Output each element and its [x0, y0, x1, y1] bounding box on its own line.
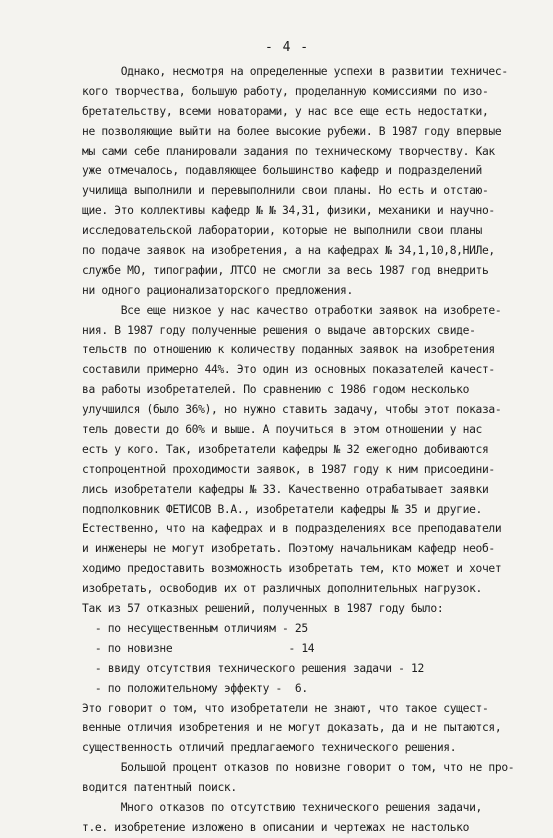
- text-line: Так из 57 отказных решений, полученных в 1987 году было:: [82, 602, 444, 616]
- page-number: - 4 -: [265, 40, 310, 55]
- text-line: существенность отличий предлагаемого технического решения.: [82, 741, 457, 755]
- document-body: [82, 62, 522, 838]
- paragraph: [82, 798, 522, 838]
- text-line: Все еще низкое у нас качество отработки заявок на изобрете-: [82, 303, 502, 317]
- paragraph: [82, 62, 522, 301]
- text-line: и инженеры не могут изобретать. Поэтому начальникам кафедр необ-: [82, 542, 495, 556]
- paragraph: [82, 758, 522, 798]
- text-line: уже отмечалось, подавляющее большинство кафедр и подразделений: [82, 164, 482, 178]
- text-line: подполковник ФЕТИСОВ В.А., изобретатели кафедры № 35 и другие.: [82, 502, 482, 516]
- text-line: щие. Это коллективы кафедр № № 34,31, физики, механики и научно-: [82, 204, 495, 218]
- text-line: - по новизне - 14: [82, 641, 315, 655]
- text-line: т.е. изобретение изложено в описании и чертежах не настолько: [82, 820, 470, 834]
- text-line: изобретать, освободив их от различных дополнительных нагрузок.: [82, 582, 482, 596]
- text-line: Много отказов по отсутствию технического решения задачи,: [82, 800, 482, 814]
- paragraph: [82, 301, 522, 758]
- text-line: - по положительному эффекту - 6.: [82, 681, 308, 695]
- text-line: мы сами себе планировали задания по техническому творчеству. Как: [82, 144, 495, 158]
- text-line: ва работы изобретателей. По сравнению с 1986 годом несколько: [82, 383, 470, 397]
- text-line: ния. В 1987 году полученные решения о выдаче авторских свиде-: [82, 323, 476, 337]
- text-line: стопроцентной проходимости заявок, в 1987 году к ним присоедини-: [82, 462, 495, 476]
- text-line: лись изобретатели кафедры № 33. Качественно отрабатывает заявки: [82, 482, 489, 496]
- text-line: улучшился (было 36%), но нужно ставить задачу, чтобы этот показа-: [82, 403, 502, 417]
- text-line: Однако, несмотря на определенные успехи в развитии техничес-: [82, 65, 508, 78]
- text-line: исследовательской лаборатории, которые не выполнили свои планы: [82, 224, 482, 238]
- text-line: службе МО, типографии, ЛТСО не смогли за весь 1987 год внедрить: [82, 263, 489, 277]
- text-line: училища выполнили и перевыполнили свои планы. Но есть и отстаю-: [82, 184, 489, 198]
- text-line: - ввиду отсутствия технического решения задачи - 12: [82, 661, 424, 675]
- text-line: венные отличия изобретения и не могут доказать, да и не пытаются,: [82, 721, 502, 735]
- text-line: составили примерно 44%. Это один из основных показателей качест-: [82, 363, 495, 377]
- text-line: бретательству, всеми новаторами, у нас все еще есть недостатки,: [82, 104, 489, 118]
- text-line: Большой процент отказов по новизне говорит о том, что не про-: [82, 761, 515, 775]
- text-line: - по несущественным отличиям - 25: [82, 621, 308, 635]
- text-line: есть у кого. Так, изобретатели кафедры № 32 ежегодно добиваются: [82, 442, 489, 456]
- text-line: по подаче заявок на изобретения, а на кафедрах № 34,1,10,8,НИЛе,: [82, 244, 495, 258]
- text-line: кого творчества, большую работу, проделанную комиссиями по изо-: [82, 84, 489, 98]
- text-line: тельств по отношению к количеству поданных заявок на изобретения: [82, 343, 495, 357]
- text-line: тель довести до 60% и выше. А поучиться в этом отношении у нас: [82, 423, 482, 437]
- text-line: ни одного рационализаторского предложения.: [82, 283, 353, 297]
- text-line: Это говорит о том, что изобретатели не знают, что такое сущест-: [82, 701, 489, 715]
- text-line: не позволяющие выйти на более высокие рубежи. В 1987 году впервые: [82, 124, 502, 138]
- text-line: Естественно, что на кафедрах и в подразделениях все преподаватели: [82, 522, 502, 536]
- text-line: водится патентный поиск.: [82, 781, 237, 795]
- text-line: ходимо предоставить возможность изобретать тем, кто может и хочет: [82, 562, 502, 576]
